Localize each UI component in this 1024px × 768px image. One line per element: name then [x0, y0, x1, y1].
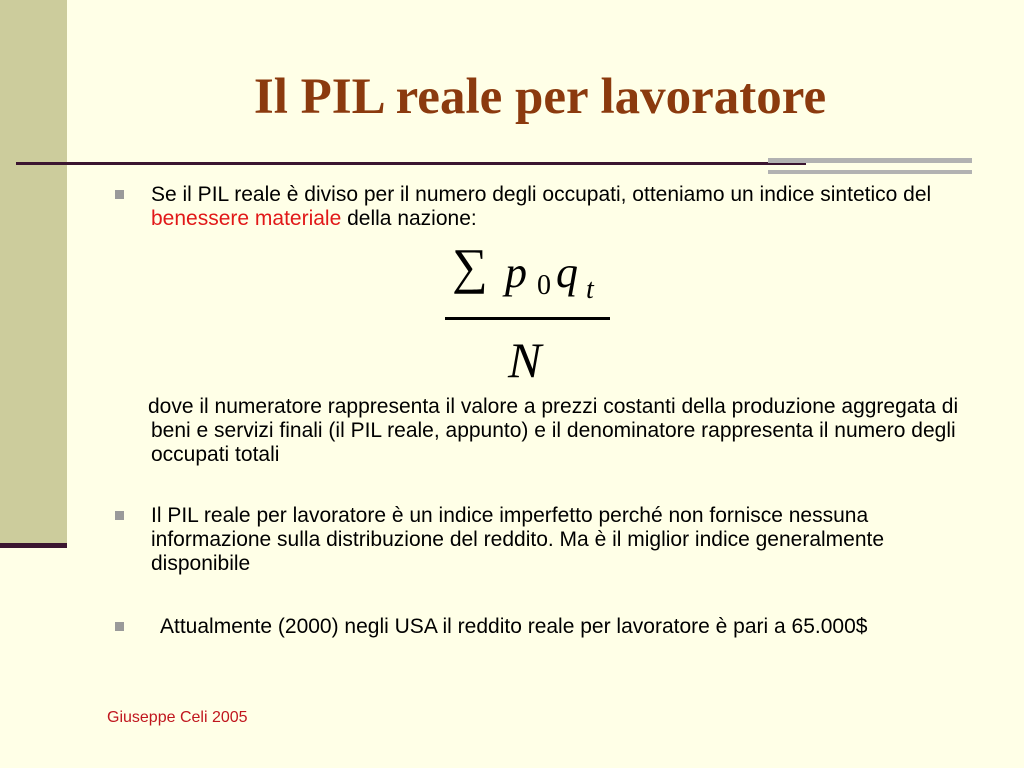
- highlighted-term: benessere materiale: [151, 207, 342, 230]
- bullet-text-part: della nazione:: [341, 207, 477, 230]
- bullet-text: [160, 615, 960, 639]
- title-gray-rule-bottom: [768, 170, 972, 174]
- bullet-marker: [115, 190, 124, 199]
- formula-p-subscript: 0: [537, 270, 551, 301]
- bullet-text: [151, 504, 951, 576]
- bullet-text-content: Attualmente (2000) negli USA il reddito reale per lavoratore è pari a 65.000$: [160, 615, 868, 638]
- bullet-text: [151, 183, 971, 231]
- formula-explanation: [148, 395, 961, 467]
- slide-title: Il PIL reale per lavoratore: [253, 69, 827, 125]
- formula-p: p: [505, 248, 527, 297]
- formula-q: q: [556, 248, 578, 297]
- title-divider: [16, 162, 806, 165]
- footer-credit: Giuseppe Celi 2005: [107, 709, 248, 726]
- fraction-bar: [445, 317, 610, 320]
- bullet-text-part: Se il PIL reale è diviso per il numero degli occupati, otteniamo un indice sintetico del: [151, 183, 932, 206]
- bullet-marker: [115, 511, 124, 520]
- formula-denominator: N: [508, 332, 542, 388]
- side-band-rule: [0, 543, 67, 548]
- bullet-marker: [115, 622, 124, 631]
- title-gray-rule-top: [768, 158, 972, 163]
- bullet-text-content: Il PIL reale per lavoratore è un indice imperfetto perché non fornisce nessuna informazione sulla distribuzione del reddito. Ma è il miglior indice generalmente disponibile: [151, 504, 885, 575]
- sum-symbol: ∑: [452, 238, 488, 294]
- explanation-text: dove il numeratore rappresenta il valore a prezzi costanti della produzione aggregata di beni e servizi finali (il PIL reale, appunto) e il denominatore rappresenta il numero degli occupati totali: [148, 395, 959, 466]
- formula-q-subscript: t: [586, 274, 594, 305]
- side-band: [0, 0, 67, 546]
